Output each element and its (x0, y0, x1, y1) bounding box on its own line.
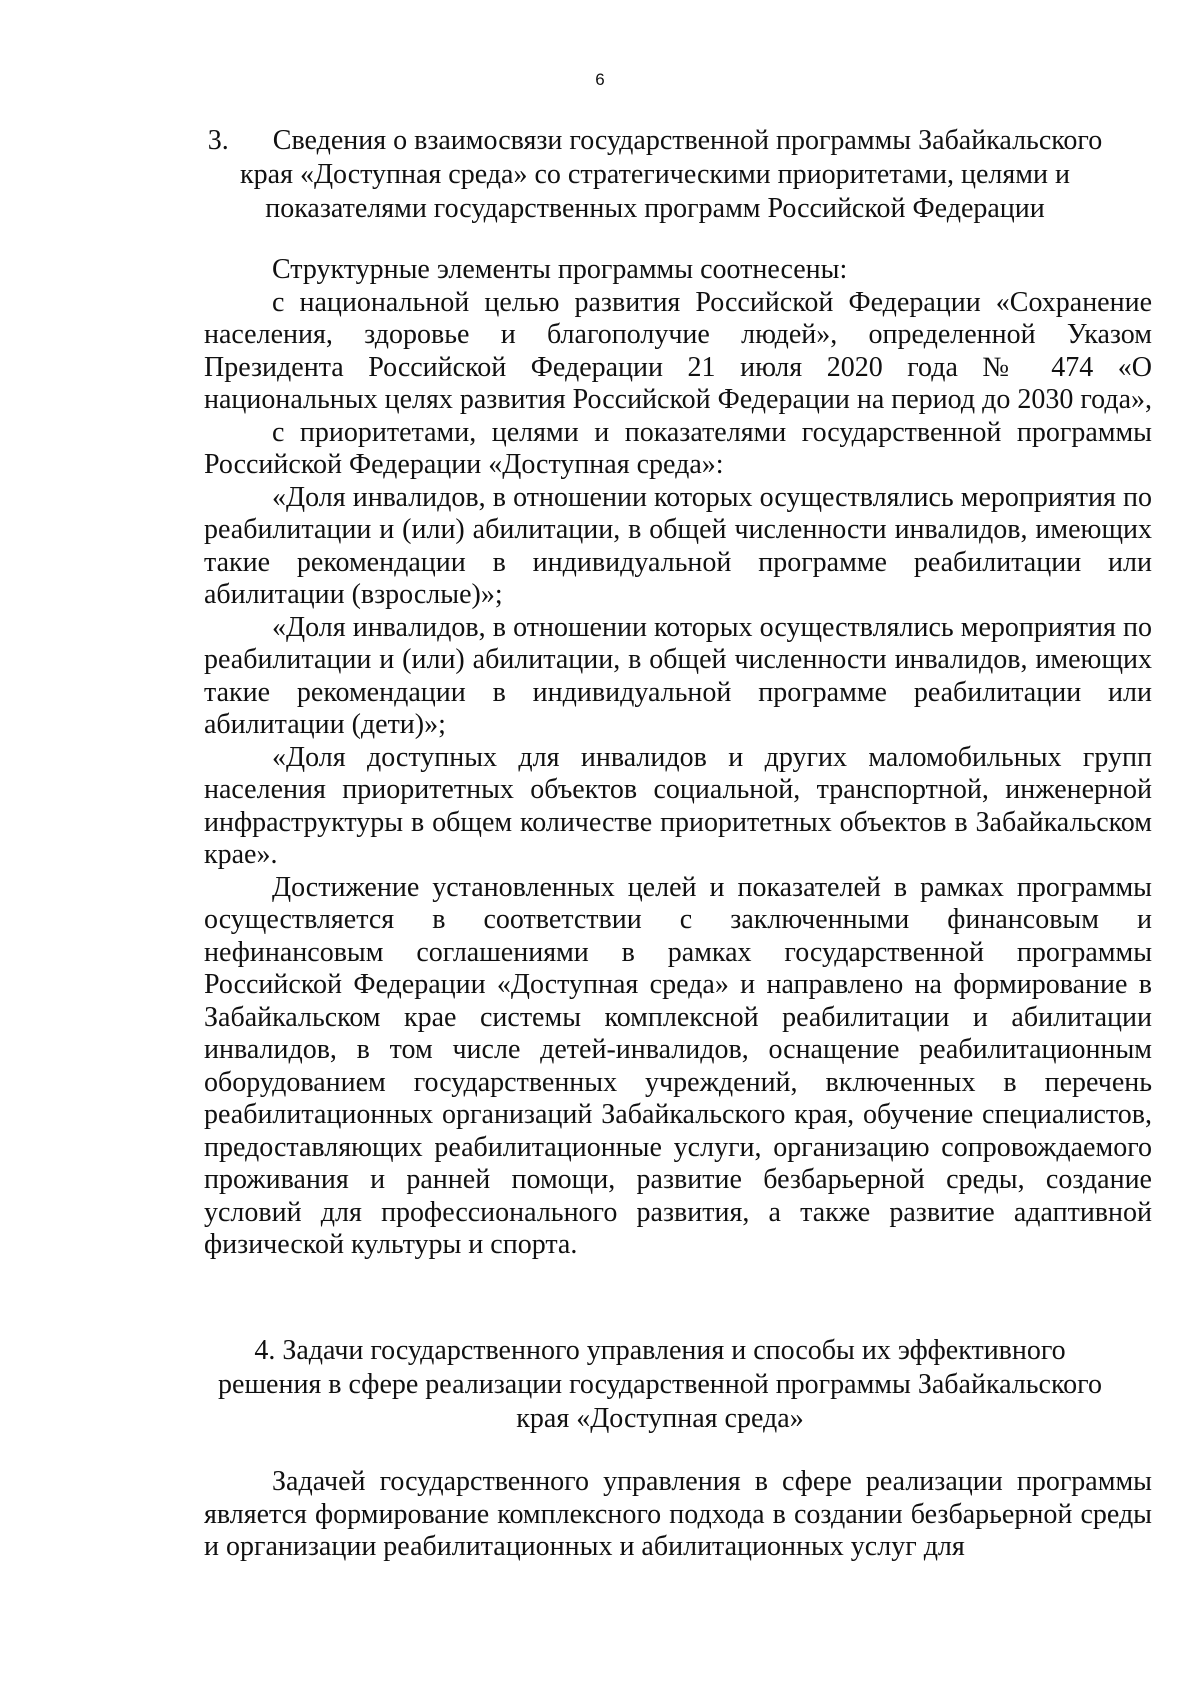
paragraph: с приоритетами, целями и показателями государственной программы Российской Федерации «Доступная среда»: (204, 416, 1152, 480)
section-3-title: Сведения о взаимосвязи государственной программы Забайкальского края «Доступная среда» со стратегическими приоритетами, целями и показателями государственных программ Российской Федерации (240, 125, 1103, 224)
paragraph: Задачей государственного управления в сфере реализации программы является формирование комплексного подхода в создании безбарьерной среды и организации реабилитационных и абилитационных услуг для (204, 1466, 1152, 1562)
paragraph: «Доля инвалидов, в отношении которых осуществлялись мероприятия по реабилитации и (или) абилитации, в общей численности инвалидов, имеющих такие рекомендации в индивидуальной программе реабилитации или абилитации (взрослые)»; (204, 481, 1152, 610)
section-4-body (204, 1466, 1152, 1564)
paragraph: Достижение установленных целей и показателей в рамках программы осуществляется в соответствии с заключенными финансовым и нефинансовым соглашениями в рамках государственной программы Российской Федерации «Доступная среда» и направлено на формирование в Забайкальском крае системы комплексной реабилитации и абилитации инвалидов, в том числе детей-инвалидов, оснащение реабилитационным оборудованием государственных учреждений, включенных в перечень реабилитационных организаций Забайкальского края, обучение специалистов, предоставляющих реабилитационные услуги, организацию сопровождаемого проживания и ранней помощи, развитие безбарьерной среды, создание условий для профессионального развития, а также развитие адаптивной физической культуры и спорта. (204, 871, 1152, 1260)
section-4-heading: 4. Задачи государственного управления и способы их эффективного решения в сфере реализации государственной программы Забайкальского края «Доступная среда» (218, 1335, 1102, 1434)
paragraph: с национальной целью развития Российской Федерации «Сохранение населения, здоровье и благополучие людей», определенной Указом Президента Российской Федерации 21 июля 2020 года № 474 «О национальных целях развития Российской Федерации на период до 2030 года», (204, 286, 1153, 415)
paragraph: «Доля инвалидов, в отношении которых осуществлялись мероприятия по реабилитации и (или) абилитации, в общей численности инвалидов, имеющих такие рекомендации в индивидуальной программе реабилитации или абилитации (дети)»; (204, 611, 1152, 740)
page-number: 6 (595, 70, 605, 89)
section-3-number: 3. (207, 125, 229, 156)
section-3-heading (205, 124, 1105, 226)
paragraph: «Доля доступных для инвалидов и других маломобильных групп населения приоритетных объектов социальной, транспортной, инженерной инфраструктуры в общем количестве приоритетных объектов в Забайкальском крае». (204, 741, 1152, 870)
paragraph: Структурные элементы программы соотнесены: (272, 254, 848, 285)
section-3-body (204, 254, 1152, 1262)
